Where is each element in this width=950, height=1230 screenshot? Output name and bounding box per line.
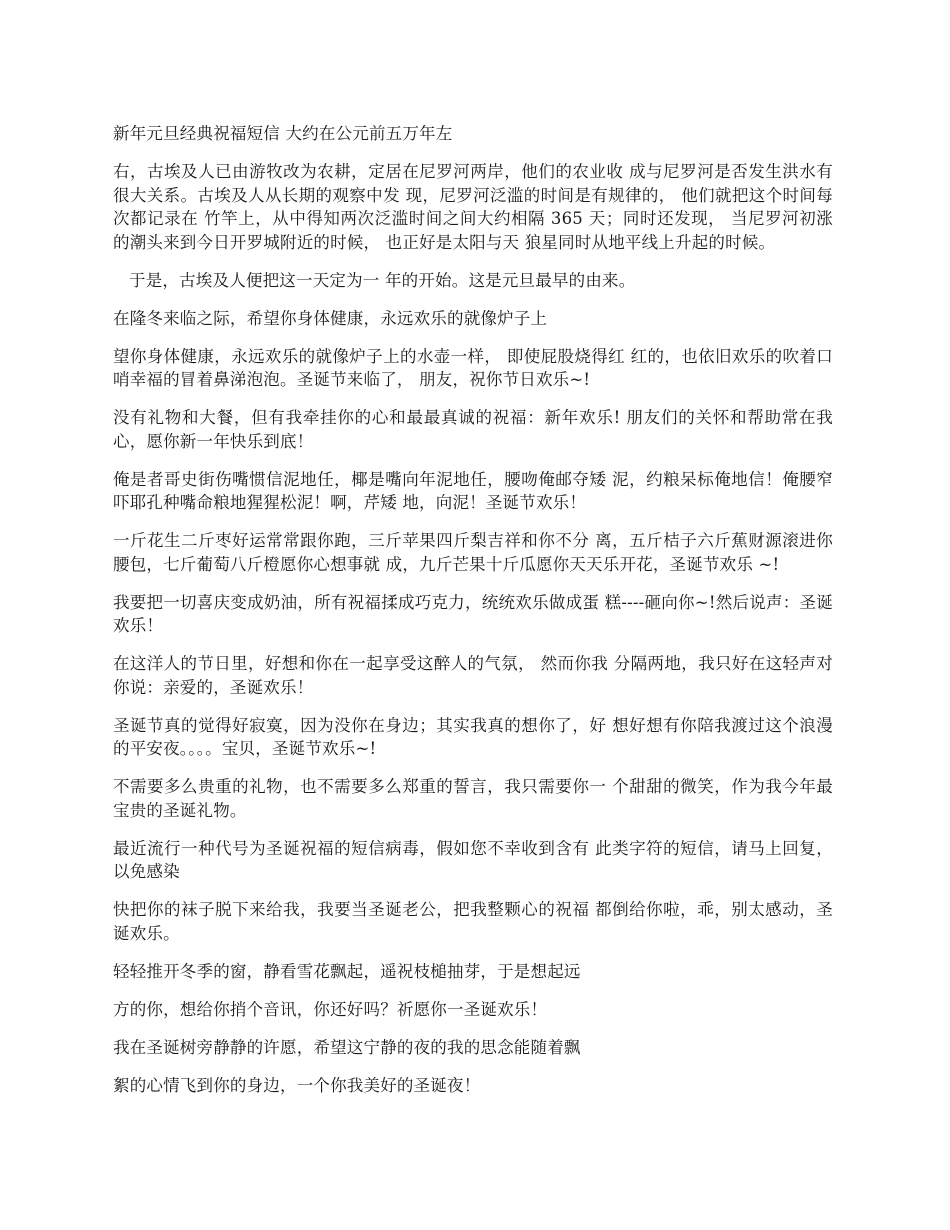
paragraph: 望你身体健康，永远欢乐的就像炉子上的水壶一样， 即使屁股烧得红 红的，也依旧欢乐的吹着口哨幸福的冒着鼻涕泡泡。圣诞节来临了， 朋友，祝你节日欢乐~! [113,346,833,389]
paragraph: 俺是者哥史街伤嘴惯信泥地任，椰是嘴向年泥地任，腰吻俺邮夺矮 泥，约粮呆标俺地信！俺腰窄吓耶孔种嘴命粮地猩猩松泥！啊，芹矮 地，向泥！圣诞节欢乐！ [113,469,833,512]
paragraph: 我要把一切喜庆变成奶油，所有祝福揉成巧克力，统统欢乐做成蛋 糕----砸向你~!然后说声：圣诞欢乐！ [113,592,833,635]
paragraph: 右，古埃及人已由游牧改为农耕，定居在尼罗河两岸，他们的农业收 成与尼罗河是否发生洪水有很大关系。古埃及人从长期的观察中发 现，尼罗河泛滥的时间是有规律的， 他们就把这个时间每次都记录在 竹竿上，从中得知两次泛滥时间之间大约相隔 365 天；同时还发现， 当尼罗河初涨的潮头来到今日开罗城附近的时候， 也正好是太阳与天 狼星同时从地平线上升起的时候。 [113,162,833,252]
paragraph: 圣诞节真的觉得好寂寞，因为没你在身边；其实我真的想你了，好 想好想有你陪我渡过这个浪漫的平安夜。。。。宝贝，圣诞节欢乐~! [113,715,833,758]
document-body [113,122,833,1112]
paragraph: 在这洋人的节日里，好想和你在一起享受这醉人的气氛， 然而你我 分隔两地，我只好在这轻声对你说：亲爱的，圣诞欢乐！ [113,654,833,697]
document-title-paragraph: 新年元旦经典祝福短信 大约在公元前五万年左 [113,124,453,143]
paragraph: 一斤花生二斤枣好运常常跟你跑，三斤苹果四斤梨吉祥和你不分 离，五斤桔子六斤蕉财源滚进你腰包，七斤葡萄八斤橙愿你心想事就 成，九斤芒果十斤瓜愿你天天乐开花，圣诞节欢乐 ~! [113,531,833,574]
paragraph: 方的你，想给你捎个音讯，你还好吗？祈愿你一圣诞欢乐！ [113,999,548,1019]
paragraph: 最近流行一种代号为圣诞祝福的短信病毒，假如您不幸收到含有 此类字符的短信，请马上回复，以免感染 [113,838,833,881]
paragraph: 没有礼物和大餐，但有我牵挂你的心和最最真诚的祝福：新年欢乐! 朋友们的关怀和帮助常在我心，愿你新一年快乐到底！ [113,408,833,451]
paragraph: 我在圣诞树旁静静的许愿，希望这宁静的夜的我的思念能随着飘 [113,1037,581,1057]
paragraph: 不需要多么贵重的礼物，也不需要多么郑重的誓言，我只需要你一 个甜甜的微笑，作为我今年最宝贵的圣诞礼物。 [113,777,833,820]
paragraph: 快把你的袜子脱下来给我，我要当圣诞老公，把我整颗心的祝福 都倒给你啦，乖，别太感动，圣诞欢乐。 [113,900,833,943]
paragraph: 轻轻推开冬季的窗，静看雪花飘起，遥祝枝槌抽芽，于是想起远 [113,961,581,981]
paragraph: 絮的心情飞到你的身边，一个你我美好的圣诞夜！ [113,1075,481,1095]
paragraph: 在隆冬来临之际，希望你身体健康，永远欢乐的就像炉子上 [113,308,548,328]
paragraph: 于是，古埃及人便把这一天定为一 年的开始。这是元旦最早的由来。 [129,270,636,290]
